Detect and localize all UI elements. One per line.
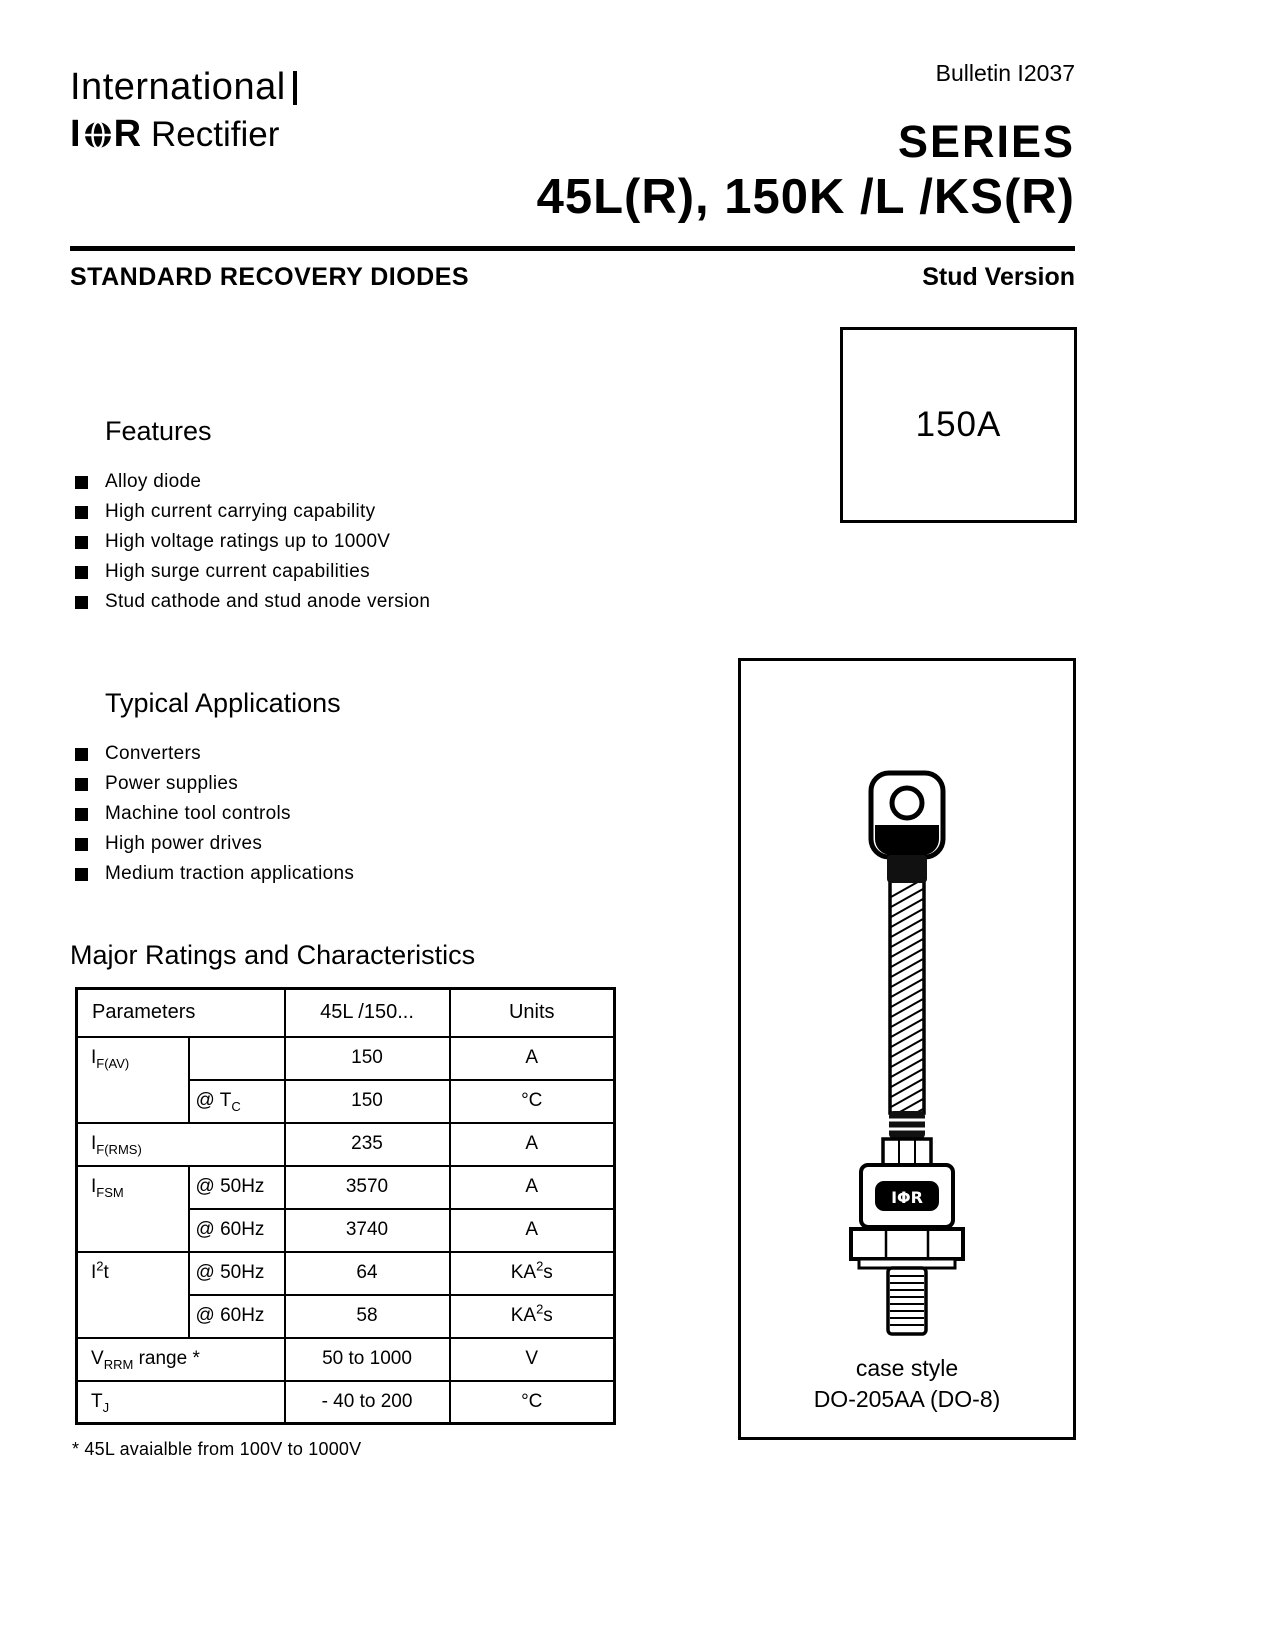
bullet-item: [70, 799, 354, 829]
condition-cell: @ 50Hz: [189, 1252, 285, 1295]
bullet-item: [70, 829, 354, 859]
bullet-label: Machine tool controls: [105, 803, 291, 824]
value-cell: - 40 to 200: [285, 1381, 450, 1424]
hex-nut: [851, 1229, 963, 1259]
param-cell: $I_{F(RMS)}$: [77, 1123, 285, 1166]
unit-cell: V: [450, 1338, 615, 1381]
unit-cell: A: [450, 1166, 615, 1209]
applications-section: [70, 688, 354, 889]
bullet-label: High surge current capabilities: [105, 561, 370, 582]
value-cell: 3570: [285, 1166, 450, 1209]
logo-rectifier-line: [70, 113, 297, 156]
bullet-item: [70, 467, 430, 497]
logo-international-text: International: [70, 66, 286, 108]
logo-letter-r: R: [113, 113, 142, 155]
applications-list: [70, 739, 354, 889]
ratings-row: [77, 1252, 615, 1295]
bullet-square-icon: [75, 778, 88, 791]
ratings-row: [77, 1037, 615, 1080]
features-list: [70, 467, 430, 617]
bullet-square-icon: [75, 536, 88, 549]
condition-cell: @ 50Hz: [189, 1166, 285, 1209]
case-style-label: case style: [855, 1355, 959, 1381]
ratings-row: [77, 1338, 615, 1381]
company-logo: [70, 66, 297, 156]
bullet-item: [70, 859, 354, 889]
unit-cell: A: [450, 1209, 615, 1252]
braided-lead-hatch: [891, 879, 923, 1127]
bullet-item: [70, 557, 430, 587]
bullet-item: [70, 527, 430, 557]
body-logo-text: IΦR: [891, 1188, 923, 1207]
bullet-square-icon: [75, 476, 88, 489]
features-title: Features: [105, 416, 212, 446]
param-cell: $I^2t$: [77, 1252, 189, 1338]
bullet-square-icon: [75, 748, 88, 761]
lug-hole: [892, 788, 922, 818]
bullet-item: [70, 739, 354, 769]
unit-cell: $KA^2s$: [450, 1295, 615, 1338]
diode-illustration: [787, 763, 1027, 1343]
applications-title: Typical Applications: [105, 688, 341, 718]
unit-cell: °C: [450, 1381, 615, 1424]
ratings-row: [77, 1166, 615, 1209]
value-cell: 3740: [285, 1209, 450, 1252]
package-version-heading: Stud Version: [922, 263, 1075, 291]
logo-letter-i: I: [70, 113, 81, 155]
bullet-square-icon: [75, 808, 88, 821]
param-cell: $I_{F(AV)}$: [77, 1037, 189, 1123]
condition-cell: @ 60Hz: [189, 1209, 285, 1252]
features-section: [70, 416, 430, 617]
condition-cell: @ 60Hz: [189, 1295, 285, 1338]
bullet-square-icon: [75, 566, 88, 579]
unit-cell: A: [450, 1123, 615, 1166]
series-part-numbers: 45L(R), 150K /L /KS(R): [536, 170, 1075, 224]
lug-crimp-shading: [875, 825, 939, 855]
value-cell: 150: [285, 1037, 450, 1080]
value-cell: 50 to 1000: [285, 1338, 450, 1381]
case-caption: [741, 1353, 1073, 1415]
logo-bar: [293, 71, 297, 105]
param-cell: $V_{RRM}$ range *: [77, 1338, 285, 1381]
bullet-label: Medium traction applications: [105, 863, 355, 884]
value-cell: 64: [285, 1252, 450, 1295]
bullet-square-icon: [75, 506, 88, 519]
series-label: SERIES: [897, 116, 1075, 167]
header-parameters: Parameters: [77, 989, 285, 1037]
globe-icon: [83, 120, 113, 150]
header-units: Units: [450, 989, 615, 1037]
ratings-table-body: [77, 1037, 615, 1424]
header-values: 45L /150...: [285, 989, 450, 1037]
value-cell: 58: [285, 1295, 450, 1338]
ratings-section: [70, 940, 616, 1460]
bullet-item: [70, 587, 430, 617]
header-divider: [70, 246, 1075, 251]
condition-cell: @ $T_C$: [189, 1080, 285, 1123]
ratings-row: [77, 1381, 615, 1424]
bullet-label: High power drives: [105, 833, 263, 854]
bullet-label: Stud cathode and stud anode version: [105, 591, 431, 612]
unit-cell: A: [450, 1037, 615, 1080]
bullet-square-icon: [75, 596, 88, 609]
logo-rectifier-text: Rectifier: [151, 114, 280, 154]
ratings-table: [75, 987, 616, 1425]
ratings-row: [77, 1123, 615, 1166]
current-rating-value: 150A: [915, 405, 1002, 444]
bulletin-number: Bulletin I2037: [935, 60, 1075, 86]
unit-cell: °C: [450, 1080, 615, 1123]
bullet-square-icon: [75, 838, 88, 851]
value-cell: 235: [285, 1123, 450, 1166]
ratings-title: Major Ratings and Characteristics: [70, 940, 476, 970]
table-footnote: * 45L avaialble from 100V to 1000V: [72, 1439, 362, 1459]
case-style-code: DO-205AA (DO-8): [813, 1386, 1001, 1412]
series-title: [537, 116, 1075, 226]
param-cell: $T_J$: [77, 1381, 285, 1424]
bullet-label: Alloy diode: [105, 471, 202, 492]
bullet-item: [70, 497, 430, 527]
bullet-square-icon: [75, 868, 88, 881]
param-cell: $I_{FSM}$: [77, 1166, 189, 1252]
bullet-label: Power supplies: [105, 773, 239, 794]
case-style-box: [738, 658, 1076, 1440]
condition-cell: [189, 1037, 285, 1080]
bullet-label: High current carrying capability: [105, 501, 376, 522]
bullet-label: Converters: [105, 743, 201, 764]
lower-ferrule: [889, 1111, 925, 1139]
ratings-header-row: [77, 989, 615, 1037]
upper-ferrule: [887, 855, 927, 883]
current-rating-box: [840, 327, 1077, 523]
bullet-item: [70, 769, 354, 799]
logo-ior-mark: [70, 113, 141, 156]
upper-hex-collar: [883, 1139, 931, 1165]
logo-international-line: [70, 66, 297, 109]
document-type-heading: STANDARD RECOVERY DIODES: [70, 263, 470, 291]
value-cell: 150: [285, 1080, 450, 1123]
unit-cell: $KA^2s$: [450, 1252, 615, 1295]
bullet-label: High voltage ratings up to 1000V: [105, 531, 391, 552]
